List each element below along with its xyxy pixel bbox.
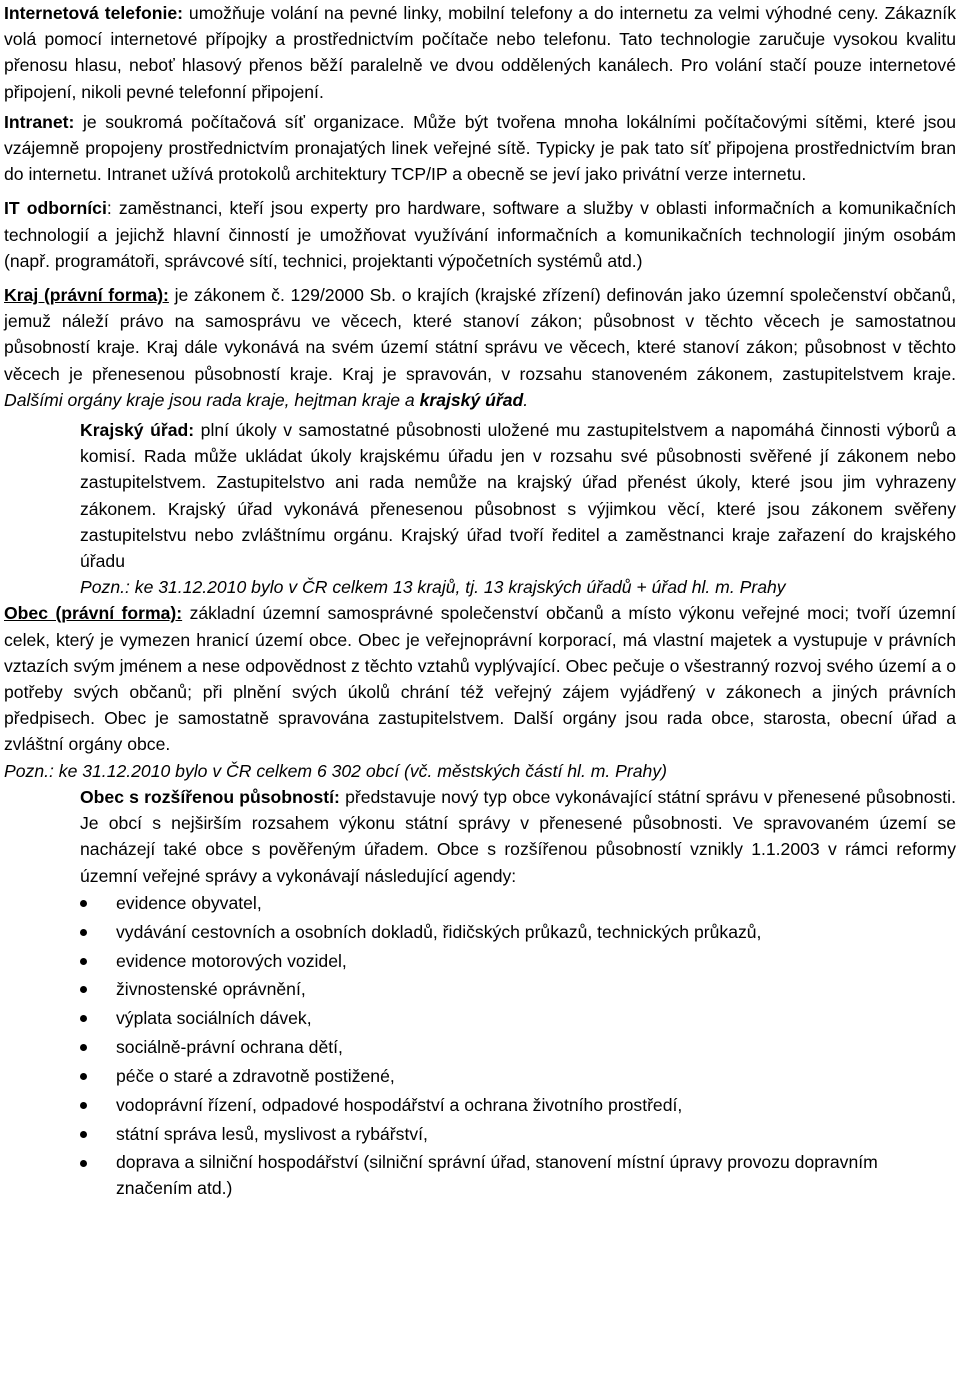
term-orp: Obec s rozšířenou působností: — [80, 786, 340, 807]
term-intranet: Intranet: — [4, 111, 75, 132]
list-item — [80, 1004, 956, 1033]
text-kraj: je zákonem č. 129/2000 Sb. o krajích (krajské zřízení) definován jako územní společenství občanů, jemuž náleží právo na samosprávu ve věcech, které stanoví zákon; působnost v těchto věcech je samostatnou působností kraje. Kraj dále vykonává na svém území státní správu ve věcech, které stanoví zákon; působnost v těchto věcech je přenesenou působností kraje. Kraj je spravován, v rozsahu stanoveném zákonem, zastupitelstvem kraje. — [4, 285, 956, 384]
text-orp: představuje nový typ obce vykonávající státní správu v přenesené působnosti. Je obcí s nejširším rozsahem výkonu státní správy v přenesené působnosti. Ve spravovaném území se nacházejí také obce s pověřeným úřadem. Obce s rozšířenou působností vznikly 1.1.2003 v rámci reformy územní veřejné správy a vykonávají následující agendy: — [80, 786, 956, 886]
text-obec: základní územní samosprávné společenství občanů a místo výkonu veřejné moci; tvoří územní celek, který je vymezen hranicí území obce. Obec je veřejnoprávní korporací, má vlastní majetek a vystupuje v právních vztazích svým jménem a nese odpovědnost z těchto vztahů vyplývající. Obec pečuje o všestranný rozvoj svého území a o potřeby svých občanů; při plnění svých úkolů chrání též veřejný zájem vyjádřený v zákonech a jiných právních předpisech. Obec je samostatně spravována zastupitelstvem. Další orgány jsou rada obce, starosta, obecní úřad a zvláštní orgány obce. — [4, 603, 956, 755]
note-krajsky-urad: Pozn.: ke 31.12.2010 bylo v ČR celkem 13 krajů, tj. 13 krajských úřadů + úřad hl. m. Prahy — [80, 577, 786, 598]
text-kraj-italic: Dalšími orgány kraje jsou rada kraje, hejtman kraje a — [4, 389, 420, 410]
agenda-item-text: vodoprávní řízení, odpadové hospodářství a ochrana životního prostředí, — [116, 1095, 683, 1116]
bullet-icon — [80, 929, 87, 936]
text-intranet: je soukromá počítačová síť organizace. Může být tvořena mnoha lokálními počítačovými sítěmi, které jsou vzájemně propojeny prostřednictvím pronajatých linek veřejné sítě. Typicky je pak tato síť připojena prostřednictvím bran do internetu. Intranet užívá protokolů architektury TCP/IP a obecně se jeví jako privátní verze internetu. — [4, 111, 956, 185]
paragraph-internet-telefonie — [4, 0, 956, 105]
list-item — [80, 918, 956, 947]
term-internet-telefonie: Internetová telefonie: — [4, 3, 183, 23]
agenda-list — [4, 889, 956, 1201]
bullet-icon — [80, 1160, 87, 1167]
text-kraj-italic-end: . — [523, 389, 529, 410]
list-item — [80, 1062, 956, 1091]
list-item — [80, 889, 956, 918]
bullet-icon — [80, 986, 87, 993]
bullet-icon — [80, 1131, 87, 1138]
bullet-icon — [80, 1073, 87, 1080]
agenda-item-text: státní správa lesů, myslivost a rybářství, — [116, 1123, 428, 1144]
list-item — [80, 947, 956, 976]
term-it-odbornici: IT odborníci — [4, 198, 107, 219]
term-kraj: Kraj (právní forma): — [4, 285, 169, 306]
text-kraj-italic-bold: krajský úřad — [419, 389, 524, 410]
bullet-icon — [80, 958, 87, 965]
text-internet-telefonie: umožňuje volání na pevné linky, mobilní telefony a do internetu za velmi výhodné ceny. Zákazník volá pomocí internetové přípojky a prostřednictvím počítače nebo telefonu. Tato technologie zaručuje vysokou kvalitu přenosu hlasu, neboť hlasový přenos běží paralelně ve dvou oddělených kanálech. Pro volání stačí pouze internetové připojení, nikoli pevné telefonní připojení. — [4, 3, 956, 102]
paragraph-obec — [4, 600, 956, 757]
agenda-item-text: výplata sociálních dávek, — [116, 1008, 312, 1029]
agenda-item-text: živnostenské oprávnění, — [116, 979, 306, 1000]
text-it-odbornici: : zaměstnanci, kteří jsou experty pro hardware, software a služby v oblasti informačních a komunikačních technologií a jejichž hlavní činností je umožňovat využívání informačních a komunikačních technologií jiným osobám (např. programátoři, správcové sítí, technici, projektanti výpočetních systémů atd.) — [4, 198, 956, 271]
term-krajsky-urad: Krajský úřad: — [80, 420, 195, 441]
list-item — [80, 1091, 956, 1120]
bullet-icon — [80, 1015, 87, 1022]
bullet-icon — [80, 1102, 87, 1109]
paragraph-krajsky-urad — [80, 417, 956, 574]
agenda-item-text: evidence motorových vozidel, — [116, 950, 347, 971]
paragraph-intranet — [4, 109, 956, 188]
text-krajsky-urad: plní úkoly v samostatné působnosti uložené mu zastupitelstvem a napomáhá činnosti výborů a komisí. Rada může ukládat úkoly krajskému úřadu jen v rozsahu své působnosti svěřené jí zákonem nebo zastupitelstvem. Zastupitelstvo ani rada nemůže na krajský úřad přenést úkoly, které jsou jim vyhrazeny zákonem. Krajský úřad vykonává přenesenou působnost s výjimkou věcí, které jsou zákonem svěřeny zastupitelstvu nebo zvláštnímu orgánu. Krajský úřad tvoří ředitel a zaměstnanci kraje zařazení do krajského úřadu — [80, 420, 956, 572]
agenda-item-text: evidence obyvatel, — [116, 892, 262, 913]
list-item — [80, 975, 956, 1004]
agenda-item-text: doprava a silniční hospodářství (silniční správní úřad, stanovení místní úpravy provozu dopravním značením atd.) — [116, 1151, 878, 1198]
paragraph-orp — [80, 784, 956, 889]
note-obec: Pozn.: ke 31.12.2010 bylo v ČR celkem 6 302 obcí (vč. městských částí hl. m. Prahy) — [4, 760, 667, 781]
bullet-icon — [80, 900, 87, 907]
list-item — [80, 1120, 956, 1149]
agenda-item-text: sociálně-právní ochrana dětí, — [116, 1037, 343, 1058]
paragraph-it-odbornici — [4, 195, 956, 274]
term-obec: Obec (právní forma): — [4, 603, 183, 624]
bullet-icon — [80, 1044, 87, 1051]
paragraph-kraj — [4, 282, 956, 413]
list-item — [80, 1033, 956, 1062]
agenda-item-text: péče o staré a zdravotně postižené, — [116, 1066, 395, 1087]
list-item — [80, 1149, 956, 1201]
agenda-item-text: vydávání cestovních a osobních dokladů, řidičských průkazů, technických průkazů, — [116, 921, 762, 942]
